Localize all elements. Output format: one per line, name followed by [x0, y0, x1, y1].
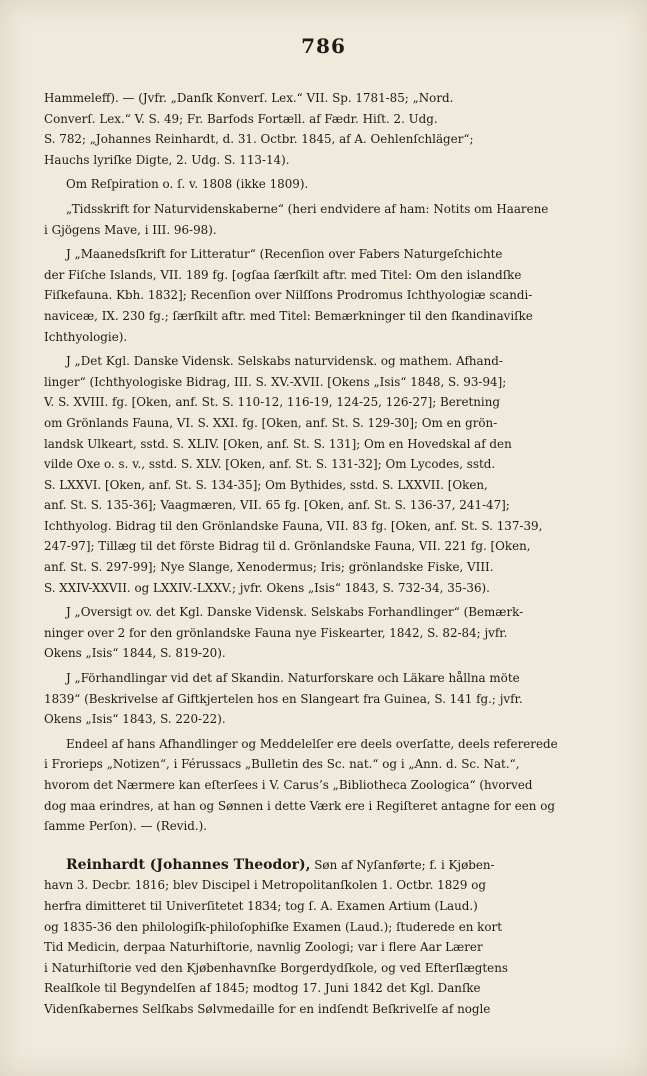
text-line: 1839“ (Beskrivelse af Giftkjertelen hos en Slangeart fra Guinea, S. 141 fg.; jvfr.: [44, 691, 523, 706]
text-line: Fiſkefauna. Kbh. 1832]; Recenſion over Nilſſons Prodromus Ichthyologiæ scandi-: [44, 288, 533, 303]
text-line: Okens „Isis“ 1843, S. 220-22).: [44, 712, 226, 727]
text-line: V. S. XVIII. fg. [Oken, anf. St. S. 110-12, 116-19, 124-25, 126-27]; Beretning: [44, 395, 500, 410]
text-line-rest: Søn af Nyſanførte; f. i Kjøben-: [314, 857, 495, 872]
text-line: Om Reſpiration o. ſ. v. 1808 (ikke 1809).: [66, 177, 309, 192]
text-line: Converſ. Lex.“ V. S. 49; Fr. Barfods Fortæll. af Fædr. Hiſt. 2. Udg.: [44, 111, 438, 126]
text-line: S. 782; „Johannes Reinhardt, d. 31. Octbr. 1845, af A. Oehlenſchläger“;: [44, 132, 474, 147]
text-line: [44, 855, 616, 876]
text-line: i Naturhiſtorie ved den Kjøbenhavnſke Borgerdydſkole, og ved Efterſlægtens: [44, 960, 508, 975]
text-line: linger“ (Ichthyologiske Bidrag, III. S. XV.-XVII. [Okens „Isis“ 1848, S. 93-94];: [44, 374, 507, 389]
text-line: S. LXXVI. [Oken, anf. St. S. 134-35]; Om Bythides, sstd. S. LXXVII. [Oken,: [44, 477, 488, 492]
text-line: om Grönlands Fauna, VI. S. XXI. fg. [Oken, anf. St. S. 129-30]; Om en grön-: [44, 415, 498, 430]
paragraph: [44, 244, 616, 347]
text-line: naviceæ, IX. 230 fg.; ſærſkilt aftr. med Titel: Bemærkninger til den ſkandinaviſke: [44, 308, 533, 323]
text-line: anf. St. S. 135-36]; Vaagmæren, VII. 65 fg. [Oken, anf. St. S. 136-37, 241-47];: [44, 498, 510, 513]
text-line: S. XXIV-XXVII. og LXXIV.-LXXV.; jvfr. Okens „Isis“ 1843, S. 732-34, 35-36).: [44, 580, 490, 595]
text-line: i Frorieps „Notizen“, i Férussacs „Bulletin des Sc. nat.“ og i „Ann. d. Sc. Nat.“,: [44, 757, 520, 772]
page-number: 786: [301, 34, 346, 58]
text-line: herfra dimitteret til Univerſitetet 1834; tog ſ. A. Examen Artium (Laud.): [44, 898, 478, 913]
text-line: Hauchs lyriſke Digte, 2. Udg. S. 113-14).: [44, 152, 290, 167]
text-line: Endeel af hans Afhandlinger og Meddelelſer ere deels overſatte, deels refererede: [66, 736, 558, 751]
text-line: J „Det Kgl. Danske Vidensk. Selskabs naturvidensk. og mathem. Afhand-: [66, 354, 503, 369]
text-line: J „Oversigt ov. det Kgl. Danske Vidensk. Selskabs Forhandlinger“ (Bemærk-: [66, 605, 524, 620]
text-line: dog maa erindres, at han og Sønnen i dette Værk ere i Regiſteret antagne for een og: [44, 798, 556, 813]
text-line: hvorom det Nærmere kan eſterſees i V. Carus’s „Bibliotheca Zoologica“ (hvorved: [44, 778, 533, 792]
text-line: Ichthyolog. Bidrag til den Grönlandske Fauna, VII. 83 fg. [Oken, anf. St. S. 137-39,: [44, 518, 543, 533]
text-line: Videnſkabernes Selſkabs Sølvmedaille for en indſendt Beſkrivelſe af nogle: [44, 1001, 491, 1016]
text-line: der Fiſche Islands, VII. 189 fg. [ogſaa ſærſkilt aftr. med Titel: Om den islandſke: [44, 267, 522, 282]
text-line: „Tidsskrift for Naturvidenskaberne“ (heri endvidere af ham: Notits om Haarene: [66, 201, 549, 216]
paragraph: [44, 734, 616, 837]
text-line: J „Maanedsſkrift for Litteratur“ (Recenſion over Fabers Naturgeſchichte: [66, 247, 503, 262]
text-line: 247-97]; Tillæg til det förste Bidrag til d. Grönlandske Fauna, VII. 221 fg. [Oken,: [44, 539, 531, 554]
biography-entry: [44, 855, 616, 1020]
paragraph: [44, 351, 616, 598]
section-gap: [44, 841, 616, 855]
text-line: Hammeleff). — (Jvfr. „Danſk Konverſ. Lex.“ VII. Sp. 1781-85; „Nord.: [44, 91, 454, 105]
text-line: Realſkole til Begyndelſen af 1845; modtog 17. Juni 1842 det Kgl. Danſke: [44, 981, 481, 996]
text-line: Tid Medicin, derpaa Naturhiſtorie, navnlig Zoologi; var i flere Aar Lærer: [44, 940, 483, 955]
text-line: Ichthyologie).: [44, 329, 128, 344]
text-line: i Gjögens Mave, i III. 96-98).: [44, 222, 217, 237]
paragraph: [44, 199, 616, 240]
text-line: J „Förhandlingar vid det af Skandin. Naturforskare och Läkare hållna möte: [66, 671, 520, 686]
paragraph: [44, 668, 616, 730]
entry-headword: Reinhardt (Johannes Theodor),: [66, 856, 311, 873]
text-line: landsk Ulkeart, sstd. S. XLIV. [Oken, anf. St. S. 131]; Om en Hovedskal af den: [44, 436, 512, 451]
text-line: vilde Oxe o. s. v., sstd. S. XLV. [Oken, anf. St. S. 131-32]; Om Lycodes, sstd.: [44, 457, 496, 472]
text-line: havn 3. Decbr. 1816; blev Discipel i Metropolitanſkolen 1. Octbr. 1829 og: [44, 878, 486, 893]
page-text: [44, 88, 616, 1024]
text-line: anf. St. S. 297-99]; Nye Slange, Xenodermus; Iris; grönlandske Fiske, VIII.: [44, 560, 494, 575]
paragraph: [44, 602, 616, 664]
text-line: ſamme Perſon). — (Revid.).: [44, 819, 208, 834]
text-line: ninger over 2 for den grönlandske Fauna nye Fiskearter, 1842, S. 82-84; jvfr.: [44, 625, 508, 640]
paragraph: [44, 88, 616, 170]
paragraph: [44, 174, 616, 195]
text-line: Okens „Isis“ 1844, S. 819-20).: [44, 646, 226, 661]
text-line: og 1835-36 den philologiſk-philoſophiſke Examen (Laud.); ſtuderede en kort: [44, 919, 502, 934]
